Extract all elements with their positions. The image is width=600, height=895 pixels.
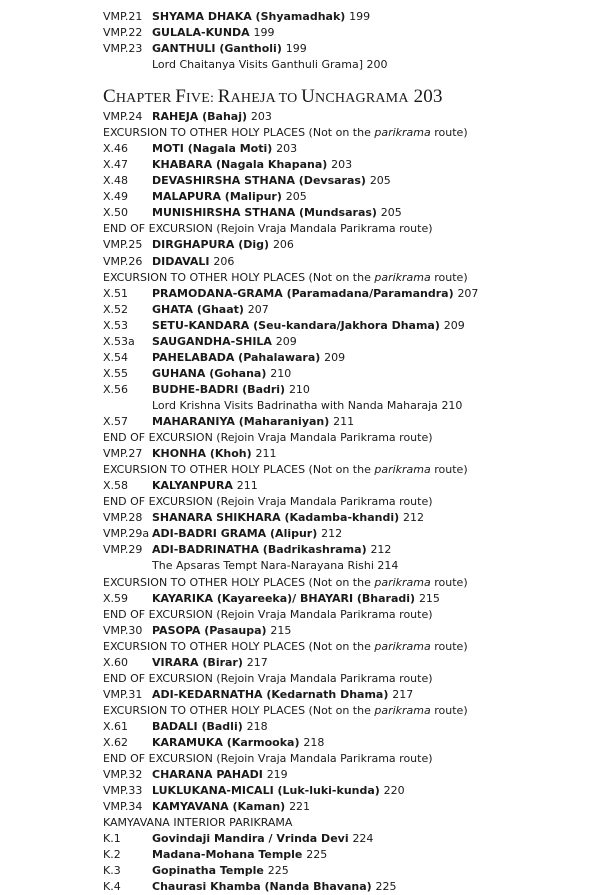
page-number: 205 xyxy=(380,206,402,220)
entry-code: VMP.23 xyxy=(103,42,143,55)
entry-title: LUKLUKANA-MICALI (Luk-luki-kunda) 220 xyxy=(152,784,405,798)
entry-code: VMP.21 xyxy=(103,10,143,23)
page-number: 205 xyxy=(369,174,391,188)
entry-title: MALAPURA (Malipur) 205 xyxy=(152,190,307,204)
section-note-text: EXCURSION TO OTHER HOLY PLACES (Not on the parikrama route) xyxy=(103,463,468,477)
entry-code: X.61 xyxy=(103,719,129,733)
entry-title: DIDAVALI 206 xyxy=(152,254,235,268)
page-number: 210 xyxy=(441,398,463,412)
page-number: 211 xyxy=(255,447,277,461)
page-number: 218 xyxy=(303,736,325,749)
entry-code: X.60 xyxy=(103,655,129,669)
entry-code: K.3 xyxy=(103,864,121,878)
entry-title: CHARANA PAHADI 219 xyxy=(152,768,288,782)
entry-title: KARAMUKA (Karmooka) 218 xyxy=(152,736,325,749)
section-note-text: EXCURSION TO OTHER HOLY PLACES (Not on the parikrama route) xyxy=(103,270,468,284)
entry-code: VMP.29a xyxy=(103,527,150,541)
page-number: 209 xyxy=(443,318,465,332)
page-number: 219 xyxy=(266,768,288,782)
entry-code: X.59 xyxy=(103,591,129,605)
entry-title: Gopinatha Temple 225 xyxy=(152,864,289,878)
entry-title: SETU-KANDARA (Seu-kandara/Jakhora Dhama) 209 xyxy=(152,318,465,332)
page-number: 207 xyxy=(247,302,269,316)
section-note-text: KAMYAVANA INTERIOR PARIKRAMA xyxy=(103,816,293,830)
entry-title: DIRGHAPURA (Dig) 206 xyxy=(152,238,294,252)
entry-title: RAHEJA (Bahaj) 203 xyxy=(152,110,272,123)
subentry-text: Lord Chaitanya Visits Ganthuli Grama] 200 xyxy=(152,58,388,71)
entry-code: X.53a xyxy=(103,334,135,348)
entry-title: DEVASHIRSHA STHANA (Devsaras) 205 xyxy=(152,174,391,188)
page-number: 203 xyxy=(276,142,298,156)
entry-code: VMP.31 xyxy=(103,687,143,701)
entry-title: PRAMODANA-GRAMA (Paramadana/Paramandra) 207 xyxy=(152,286,479,300)
entry-code: VMP.22 xyxy=(103,26,143,39)
page-number: 214 xyxy=(377,559,399,573)
page-number: 225 xyxy=(306,848,328,862)
entry-title: SHANARA SHIKHARA (Kadamba-khandi) 212 xyxy=(152,511,424,525)
entry-title: ADI-BADRI GRAMA (Alipur) 212 xyxy=(152,527,343,541)
page-number: 220 xyxy=(383,784,405,798)
page-number: 203 xyxy=(250,110,272,123)
entry-title: MOTI (Nagala Moti) 203 xyxy=(152,142,298,156)
chapter-heading: CHAPTER FIVE: RAHEJA TO UNCHAGRAMA 203 xyxy=(103,86,443,107)
entry-title: ADI-BADRINATHA (Badrikashrama) 212 xyxy=(152,543,392,557)
page-number: 212 xyxy=(402,511,424,525)
section-note-text: EXCURSION TO OTHER HOLY PLACES (Not on the parikrama route) xyxy=(103,703,468,717)
page-number: 218 xyxy=(246,719,268,733)
entry-code: X.52 xyxy=(103,302,129,316)
page-number: 217 xyxy=(246,655,268,669)
entry-code: X.49 xyxy=(103,190,129,204)
entry-code: X.56 xyxy=(103,382,129,396)
page-number: 221 xyxy=(289,800,311,814)
page-number: 215 xyxy=(418,591,440,605)
entry-title: KALYANPURA 211 xyxy=(152,479,258,493)
entry-title: ADI-KEDARNATHA (Kedarnath Dhama) 217 xyxy=(152,687,414,701)
page-number: 211 xyxy=(236,479,258,493)
entry-code: K.2 xyxy=(103,848,121,862)
entry-title: PASOPA (Pasaupa) 215 xyxy=(152,623,292,637)
entry-code: X.47 xyxy=(103,158,129,172)
entry-title: KAMYAVANA (Kaman) 221 xyxy=(152,800,311,814)
subentry-text: Lord Krishna Visits Badrinatha with Nanda Maharaja 210 xyxy=(152,398,463,412)
page-number: 224 xyxy=(352,832,374,846)
entry-title: MAHARANIYA (Maharaniyan) 211 xyxy=(152,414,355,428)
page-number: 206 xyxy=(272,238,294,252)
entry-code: X.50 xyxy=(103,206,129,220)
page-number: 210 xyxy=(288,382,310,396)
entry-title: BADALI (Badli) 218 xyxy=(152,719,268,733)
entry-code: X.54 xyxy=(103,350,129,364)
entry-code: VMP.25 xyxy=(103,238,143,252)
subentry-text: The Apsaras Tempt Nara-Narayana Rishi 214 xyxy=(152,559,399,573)
entry-code: K.1 xyxy=(103,832,121,846)
page-number: 217 xyxy=(392,687,414,701)
entry-code: X.62 xyxy=(103,736,129,749)
entry-title: BUDHE-BADRI (Badri) 210 xyxy=(152,382,310,396)
entry-title: PAHELABADA (Pahalawara) 209 xyxy=(152,350,346,364)
entry-title: SHYAMA DHAKA (Shyamadhak) 199 xyxy=(152,10,371,23)
section-note-text: END OF EXCURSION (Rejoin Vraja Mandala Parikrama route) xyxy=(103,222,433,236)
section-note-text: END OF EXCURSION (Rejoin Vraja Mandala Parikrama route) xyxy=(103,671,433,685)
section-note-text: EXCURSION TO OTHER HOLY PLACES (Not on the parikrama route) xyxy=(103,126,468,139)
page-number: 203 xyxy=(331,158,353,172)
entry-title: SAUGANDHA-SHILA 209 xyxy=(152,334,297,348)
entry-code: VMP.30 xyxy=(103,623,143,637)
entry-code: VMP.28 xyxy=(103,511,143,525)
entry-code: X.46 xyxy=(103,142,129,156)
section-note-text: EXCURSION TO OTHER HOLY PLACES (Not on the parikrama route) xyxy=(103,575,468,589)
page-number: 205 xyxy=(285,190,307,204)
entry-title: GULALA-KUNDA 199 xyxy=(152,26,275,39)
entry-code: VMP.32 xyxy=(103,768,143,782)
entry-title: MUNISHIRSHA STHANA (Mundsaras) 205 xyxy=(152,206,402,220)
entry-code: X.58 xyxy=(103,479,129,493)
entry-code: VMP.34 xyxy=(103,800,143,814)
page-number: 209 xyxy=(275,334,297,348)
page-number: 211 xyxy=(333,414,355,428)
entry-code: K.4 xyxy=(103,880,121,894)
page-number: 225 xyxy=(267,864,289,878)
entry-code: VMP.27 xyxy=(103,447,143,461)
entry-code: VMP.24 xyxy=(103,110,143,123)
entry-code: X.55 xyxy=(103,366,129,380)
section-note-text: END OF EXCURSION (Rejoin Vraja Mandala Parikrama route) xyxy=(103,431,433,444)
entry-code: X.57 xyxy=(103,414,129,428)
page-number: 207 xyxy=(457,286,479,300)
page-number: 209 xyxy=(324,350,346,364)
entry-title: GANTHULI (Gantholi) 199 xyxy=(152,42,307,55)
page-number: 225 xyxy=(375,880,397,894)
entry-code: X.51 xyxy=(103,286,129,300)
entry-code: VMP.33 xyxy=(103,784,143,798)
entry-title: GHATA (Ghaat) 207 xyxy=(152,302,269,316)
entry-title: Madana-Mohana Temple 225 xyxy=(152,848,328,862)
entry-code: X.53 xyxy=(103,318,129,332)
section-note-text: END OF EXCURSION (Rejoin Vraja Mandala Parikrama route) xyxy=(103,607,433,621)
entry-title: Chaurasi Khamba (Nanda Bhavana) 225 xyxy=(152,880,397,894)
entry-code: VMP.29 xyxy=(103,543,143,557)
entry-code: VMP.26 xyxy=(103,254,143,268)
section-note-text: END OF EXCURSION (Rejoin Vraja Mandala Parikrama route) xyxy=(103,495,433,509)
page-number: 215 xyxy=(270,623,292,637)
section-note-text: END OF EXCURSION (Rejoin Vraja Mandala Parikrama route) xyxy=(103,752,433,765)
entry-title: Govindaji Mandira / Vrinda Devi 224 xyxy=(152,832,374,846)
page-number: 206 xyxy=(213,254,235,268)
section-note-text: EXCURSION TO OTHER HOLY PLACES (Not on the parikrama route) xyxy=(103,639,468,653)
entry-title: GUHANA (Gohana) 210 xyxy=(152,366,292,380)
page-number: 210 xyxy=(270,366,292,380)
entry-code: X.48 xyxy=(103,174,129,188)
page-number: 212 xyxy=(370,543,392,557)
entry-title: VIRARA (Birar) 217 xyxy=(152,655,268,669)
page-number: 212 xyxy=(321,527,343,541)
entry-title: KHABARA (Nagala Khapana) 203 xyxy=(152,158,353,172)
entry-title: KHONHA (Khoh) 211 xyxy=(152,447,277,461)
entry-title: KAYARIKA (Kayareeka)/ BHAYARI (Bharadi) 215 xyxy=(152,591,440,605)
